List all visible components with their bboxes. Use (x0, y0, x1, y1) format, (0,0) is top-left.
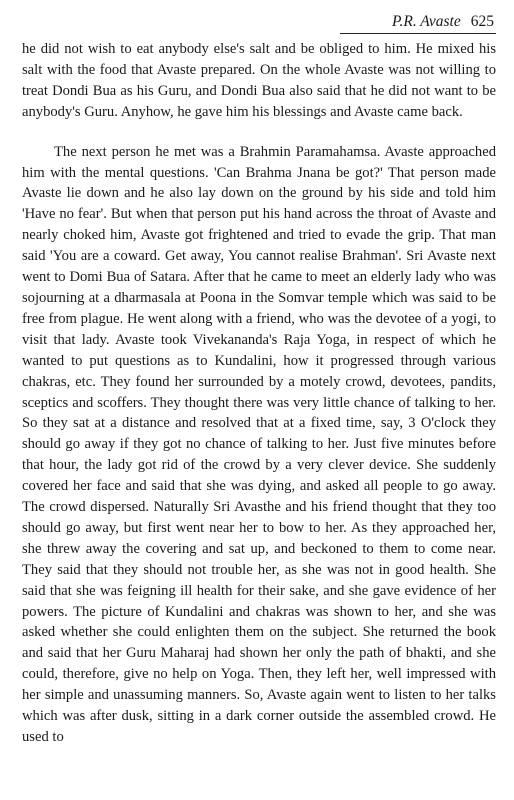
paragraph-2: The next person he met was a Brahmin Paramahamsa. Avaste approached him with the mental questions. 'Can Brahma Jnana be got?' That person made Avaste lie down and he also lay down on the ground by his side and told him 'Have no fear'. But when that person put his hand across the throat of Avaste and nearly choked him, Avaste got frightened and tried to evade the grip. That man said 'You are a coward. Get away, You cannot realise Brahman'. Sri Avaste next went to Domi Bua of Satara. After that he came to meet an elderly lady who was sojourning at a dharmasala at Poona in the Somvar temple which was said to be free from plague. He went along with a friend, who was the devotee of a yogi, to visit that lady. Avaste took Vivekananda's Raja Yoga, in respect of which he wanted to put questions as to Kundalini, how it progressed through various chakras, etc. They found her surrounded by a motely crowd, devotees, pandits, sceptics and scoffers. They thought there was very little chance of talking to her. So they sat at a distance and resolved that at a fixed time, say, 3 O'clock they should go away if they got no chance of talking to her. Just five minutes before that hour, the lady got rid of the crowd by a very clever device. She suddenly covered her face and said that she was dying, and asked all people to go away. The crowd dispersed. Naturally Sri Avasthe and his friend thought that they too should go away, but first went near her to bow to her. As they approached her, she threw away the covering and sat up, and beckoned to them to come near. They said that they should not trouble her, as she was not in good health. She said that she was feigning ill health for their sake, and she gave evidence of her powers. The picture of Kundalini and chakras was shown to her, and she was asked whether she could enlighten them on the subject. She returned the book and said that her Guru Maharaj had shown her only the path of bhakti, and she could, therefore, give no help on Yoga. Then, they left her, well impressed with her simple and unassuming manners. So, Avaste again went to listen to her talks which was after dusk, sitting in a dark corner outside the assembled crowd. He used to (22, 143, 496, 745)
running-header (22, 12, 496, 32)
paragraph-1: he did not wish to eat anybody else's salt and be obliged to him. He mixed his salt with the food that Avaste prepared. On the whole Avaste was not willing to treat Dondi Bua as his Guru, and Dondi Bua also said that he did not want to be anybody's Guru. Anyhow, he gave him his blessings and Avaste came back. (22, 41, 496, 120)
running-title: P.R. Avaste (392, 13, 461, 30)
book-page (22, 12, 496, 748)
header-rule (340, 33, 496, 34)
page-number: 625 (470, 13, 494, 30)
body-text (22, 39, 496, 748)
